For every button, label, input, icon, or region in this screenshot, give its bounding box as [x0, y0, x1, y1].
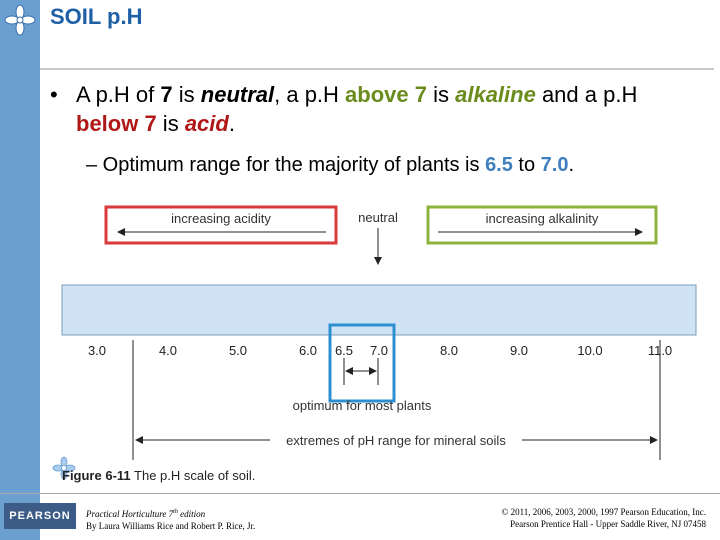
text-acid: acid [184, 111, 229, 136]
caption-text: The p.H scale of soil. [130, 468, 256, 483]
footer-copyright [502, 506, 706, 530]
text-run: and a p.H [535, 82, 638, 107]
optimum-box [330, 325, 394, 401]
text-seven: 7 [160, 82, 173, 107]
figure-caption [62, 468, 255, 483]
scale-tick-label: 9.0 [509, 343, 529, 358]
scale-tick-label: 11.0 [647, 343, 673, 358]
text-above-7: above 7 [345, 82, 427, 107]
copyright-line-1: © 2011, 2006, 2003, 2000, 1997 Pearson Education, Inc. [501, 507, 706, 517]
footer-divider [0, 493, 720, 494]
footer-book-title [86, 506, 255, 520]
text-run: to [512, 154, 541, 176]
text-range-low: 6.5 [485, 154, 513, 176]
text-run: . [568, 154, 575, 176]
slide-title: SOIL p.H [50, 4, 143, 29]
text-run: . [228, 111, 235, 136]
book-title-sup: th [173, 509, 178, 515]
caption-number: Figure 6-11 [62, 468, 131, 483]
text-run: is [156, 111, 185, 136]
acidity-label: increasing acidity [171, 211, 271, 226]
copyright-line-2: Pearson Prentice Hall - Upper Saddle River, NJ 07458 [510, 519, 706, 529]
text-alkaline: alkaline [455, 82, 536, 107]
text-below-7: below 7 [76, 111, 157, 136]
book-title-end: edition [177, 509, 206, 519]
text-run: is [426, 82, 456, 107]
neutral-label: neutral [358, 210, 398, 225]
text-run: A p.H of [76, 82, 161, 107]
ph-scale-band [62, 285, 696, 335]
extremes-label: extremes of pH range for mineral soils [286, 433, 506, 448]
footer-authors: By Laura Williams Rice and Robert P. Rice, Jr. [86, 521, 256, 531]
scale-tick-label: 6.0 [298, 343, 318, 358]
scale-tick-label: 6.5 [334, 343, 354, 358]
scale-tick-label: 7.0 [369, 343, 389, 358]
sub-bullet-marker: – [86, 154, 98, 176]
text-run: Optimum range for the majority of plants is [97, 154, 486, 176]
book-title-text: Practical Horticulture 7 [86, 509, 174, 519]
text-range-high: 7.0 [540, 154, 569, 176]
optimum-label: optimum for most plants [292, 398, 432, 413]
scale-tick-label: 4.0 [158, 343, 178, 358]
tick-labels [88, 343, 672, 358]
scale-tick-label: 5.0 [228, 343, 248, 358]
alkalinity-label: increasing alkalinity [485, 211, 599, 226]
bullet-marker: • [50, 82, 58, 107]
text-neutral: neutral [200, 82, 275, 107]
pearson-logo: PEARSON [4, 503, 76, 529]
text-run: , a p.H [274, 82, 346, 107]
scale-tick-label: 10.0 [577, 343, 603, 358]
text-run: is [172, 82, 201, 107]
footer-book-info [86, 506, 255, 532]
scale-tick-label: 3.0 [87, 343, 107, 358]
scale-tick-label: 8.0 [439, 343, 459, 358]
